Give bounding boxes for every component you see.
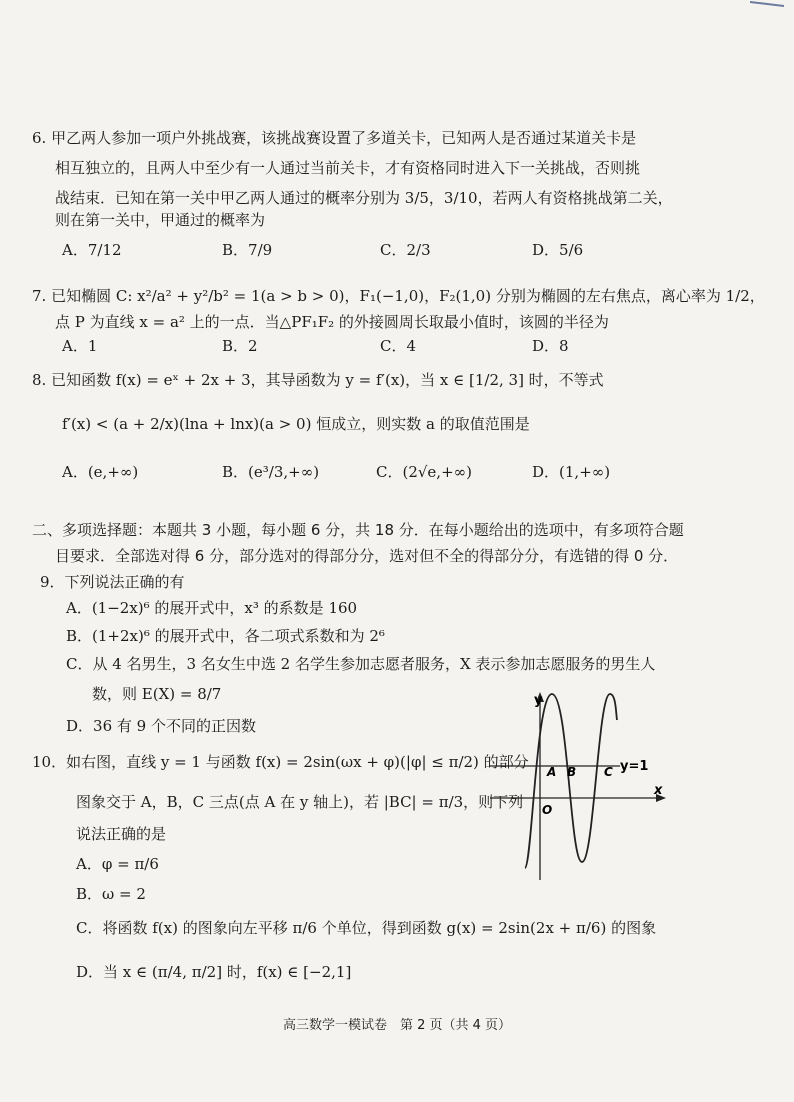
q10-line3: 说法正确的是: [76, 825, 167, 843]
q10-option-a: A．φ = π/6: [76, 855, 159, 873]
scan-corner-mark: [750, 0, 784, 8]
q8-option-d: D．(1,+∞): [532, 463, 611, 481]
q7-option-b: B．2: [222, 337, 258, 355]
q8-option-b: B．(e³/3,+∞): [222, 463, 320, 481]
point-c-label: C: [604, 765, 613, 779]
q10-option-b: B．ω = 2: [76, 885, 146, 903]
q6-option-d: D．5/6: [532, 241, 584, 259]
y-axis-label: y: [534, 693, 543, 708]
origin-label: O: [542, 803, 553, 817]
section2-heading-line2: 目要求．全部选对得 6 分，部分选对的得部分分，选对但不全的得部分分，有选错的得 0 分．: [55, 547, 679, 565]
point-a-label: A: [547, 765, 557, 779]
q6-option-c: C．2/3: [380, 241, 431, 259]
q6-option-a: A．7/12: [62, 241, 122, 259]
q6-line1: 6. 甲乙两人参加一项户外挑战赛，该挑战赛设置了多道关卡，已知两人是否通过某道关卡是: [32, 129, 637, 147]
point-b-label: B: [567, 765, 577, 779]
q6-line4: 则在第一关中，甲通过的概率为: [55, 211, 266, 229]
q7-line2: 点 P 为直线 x = a² 上的一点．当△PF₁F₂ 的外接圆周长取最小值时，该圆的半径为: [55, 313, 609, 331]
q8-line1: 8. 已知函数 f(x) = eˣ + 2x + 3，其导函数为 y = f′(x)，当 x ∈ [1/2, 3] 时，不等式: [32, 371, 604, 389]
q9-option-c-line2: 数，则 E(X) = 8/7: [92, 685, 222, 703]
q6-line3: 战结束．已知在第一关中甲乙两人通过的概率分别为 3/5，3/10，若两人有资格挑战第二关，: [55, 189, 673, 207]
q7-option-a: A．1: [62, 337, 98, 355]
q6-line2: 相互独立的，且两人中至少有一人通过当前关卡，才有资格同时进入下一关挑战，否则挑: [55, 159, 641, 177]
q10-option-c: C．将函数 f(x) 的图象向左平移 π/6 个单位，得到函数 g(x) = 2sin(2x + π/6) 的图象: [76, 919, 657, 937]
line-label: y=1: [620, 759, 649, 774]
q9-option-d: D．36 有 9 个不同的正因数: [66, 717, 256, 735]
q6-option-b: B．7/9: [222, 241, 273, 259]
q7-option-c: C．4: [380, 337, 417, 355]
page-footer: 高三数学一模试卷 第 2 页（共 4 页）: [282, 1018, 512, 1033]
x-axis-label: x: [654, 783, 663, 798]
q8-option-a: A．(e,+∞): [62, 463, 139, 481]
q8-line2: f′(x) < (a + 2/x)(lna + lnx)(a > 0) 恒成立，则实数 a 的取值范围是: [62, 415, 530, 433]
q8-option-c: C．(2√e,+∞): [376, 463, 472, 481]
q10-option-d: D．当 x ∈ (π/4, π/2] 时，f(x) ∈ [−2,1]: [76, 963, 352, 981]
q7-line1: 7. 已知椭圆 C: x²/a² + y²/b² = 1(a > b > 0)，F₁(−1,0)，F₂(1,0) 分别为椭圆的左右焦点，离心率为 1/2，: [32, 287, 765, 305]
sine-curve: [525, 694, 617, 868]
section2-heading-line1: 二、多项选择题：本题共 3 小题，每小题 6 分，共 18 分．在每小题给出的选项中，有多项符合题: [32, 521, 684, 539]
q9-stem: 9．下列说法正确的有: [40, 573, 185, 591]
q9-option-a: A．(1−2x)⁶ 的展开式中，x³ 的系数是 160: [66, 599, 358, 617]
q10-sine-graph: [470, 690, 670, 880]
q10-line1: 10．如右图，直线 y = 1 与函数 f(x) = 2sin(ωx + φ)(|φ| ≤ π/2) 的部分: [32, 753, 529, 771]
q10-line2: 图象交于 A，B，C 三点(点 A 在 y 轴上)，若 |BC| = π/3，则下列: [76, 793, 524, 811]
q9-option-c-line1: C．从 4 名男生，3 名女生中选 2 名学生参加志愿者服务，X 表示参加志愿服务的男生人: [66, 655, 656, 673]
q9-option-b: B．(1+2x)⁶ 的展开式中，各二项式系数和为 2⁶: [66, 627, 385, 645]
q7-option-d: D．8: [532, 337, 569, 355]
